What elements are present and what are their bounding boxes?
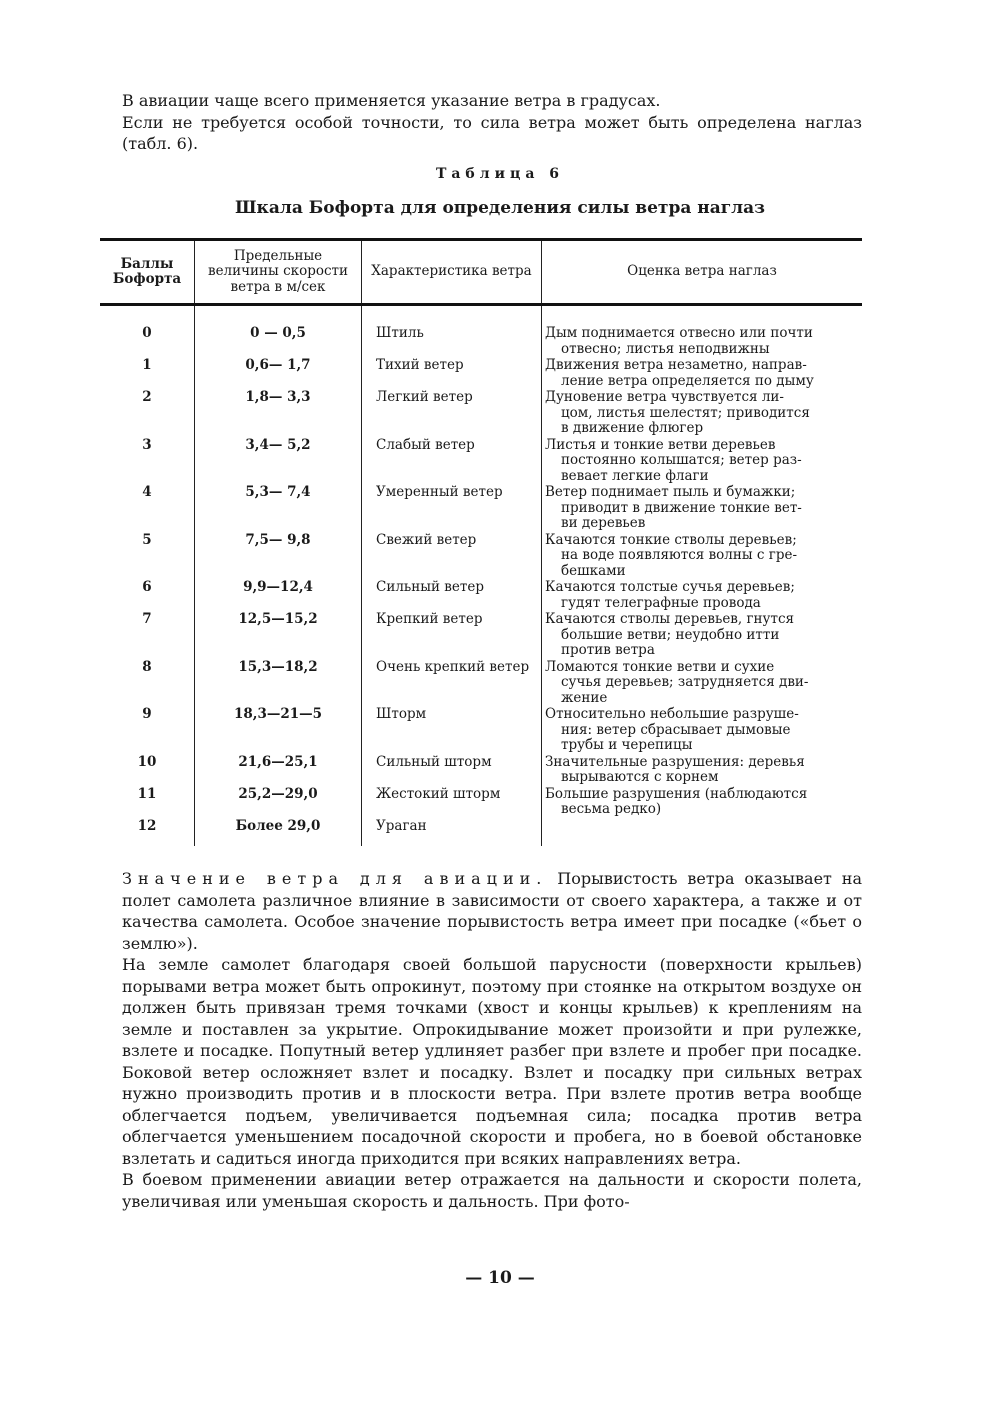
assessment-line: постоянно колышатся; ветер раз- <box>561 452 802 468</box>
assessment-line: гудят телеграфные провода <box>561 594 761 611</box>
wind-characteristic: Умеренный ветер <box>362 485 542 533</box>
table-row <box>100 580 862 612</box>
wind-assessment <box>542 580 863 612</box>
paragraph-1-text: Порывистость ветра оказывает на полет самолета различное влияние в зависимости от своего характера, а также и от качества самолета. Особое значение порывистость ветра имеет при посадке («бьет о землю»). <box>122 869 863 953</box>
beaufort-table <box>100 238 862 846</box>
wind-assessment <box>542 819 863 847</box>
beaufort-number: 0 <box>142 325 152 341</box>
assessment-line: большие ветви; неудобно итти <box>561 626 780 643</box>
assessment-line: ния: ветер сбрасывает дымовые <box>561 721 791 738</box>
wind-characteristic: Слабый ветер <box>362 438 542 486</box>
assessment-line: Дым поднимается отвесно или почти <box>545 325 813 341</box>
assessment-line: Ветер поднимает пыль и бумажки; <box>545 484 796 500</box>
header-speed: Предельные величины скорости ветра в м/сек <box>195 240 362 305</box>
beaufort-number: 11 <box>137 785 157 802</box>
wind-assessment <box>542 707 863 755</box>
speed-range: 21,6—25,1 <box>195 755 362 787</box>
wind-characteristic: Шторм <box>362 707 542 755</box>
header-beaufort: Баллы Бофорта <box>100 240 195 305</box>
speed-range: 9,9—12,4 <box>195 580 362 612</box>
beaufort-number: 2 <box>142 389 152 405</box>
beaufort-number: 1 <box>142 357 152 373</box>
beaufort-number: 4 <box>142 484 152 500</box>
assessment-line: отвесно; листья неподвижны <box>561 340 770 357</box>
assessment-line: вевает легкие флаги <box>561 467 709 484</box>
wind-assessment <box>542 787 863 819</box>
table-row <box>100 787 862 819</box>
assessment-line: Качаются тонкие стволы деревьев; <box>545 531 797 548</box>
assessment-line: цом, листья шелестят; приводится <box>561 404 810 421</box>
table-row <box>100 819 862 847</box>
paragraph-2: На земле самолет благодаря своей большой парусности (поверхности крыльев) порывами ветра может быть опрокинут, поэтому при стоянке на открытом воздухе он должен быть привязан тремя точками (хвост и концы крыльев) к креплениям на земле и поставлен за укрытие. Опрокидывание может произойти и при рулежке, взлете и посадке. Попутный ветер удлиняет разбег при взлете и пробег при посадке. Боковой ветер осложняет взлет и посадку. Взлет и посадку при сильных ветрах нужно производить против и в плоскости ветра. При взлете против ветра вообще облегчается подъем, увеличивается подъемная сила; посадка против ветра облегчается уменьшением посадочной скорости и пробега, но в боевой обстановке взлетать и садиться иногда приходится при всяких направлениях ветра. <box>122 955 862 1168</box>
wind-assessment <box>542 612 863 660</box>
assessment-line: сучья деревьев; затрудняется дви- <box>561 674 809 690</box>
header-assessment: Оценка ветра наглаз <box>542 240 863 305</box>
intro-line-2: Если не требуется особой точности, то сила ветра может быть определена наглаз (табл. 6). <box>122 112 862 153</box>
beaufort-number: 12 <box>137 817 157 834</box>
assessment-line: приводит в движение тонкие вет- <box>561 499 802 516</box>
wind-assessment <box>542 438 863 486</box>
assessment-line: ление ветра определяется по дыму <box>561 372 814 389</box>
speed-range: 3,4— 5,2 <box>195 438 362 486</box>
speed-range: 1,8— 3,3 <box>195 390 362 438</box>
speed-range: Более 29,0 <box>195 819 362 847</box>
beaufort-number: 6 <box>142 579 152 595</box>
assessment-line: Движения ветра незаметно, направ- <box>545 357 807 373</box>
table-row <box>100 755 862 787</box>
assessment-line: Значительные разрушения: деревья <box>545 753 805 770</box>
assessment-line: вырываются с корнем <box>561 769 719 785</box>
wind-characteristic: Сильный ветер <box>362 580 542 612</box>
intro-line-1: В авиации чаще всего применяется указание ветра в градусах. <box>122 91 661 110</box>
assessment-line: Дуновение ветра чувствуется ли- <box>545 389 784 405</box>
wind-characteristic: Ураган <box>362 819 542 847</box>
assessment-line: весьма редко) <box>561 801 662 817</box>
wind-assessment <box>542 660 863 708</box>
speed-range: 0,6— 1,7 <box>195 358 362 390</box>
wind-assessment <box>542 305 863 359</box>
table-row <box>100 390 862 438</box>
assessment-line: в движение флюгер <box>561 420 704 436</box>
assessment-line: жение <box>561 689 608 706</box>
beaufort-number: 5 <box>142 531 152 548</box>
wind-assessment <box>542 485 863 533</box>
speed-range: 15,3—18,2 <box>195 660 362 708</box>
wind-characteristic: Легкий ветер <box>362 390 542 438</box>
wind-characteristic: Жестокий шторм <box>362 787 542 819</box>
table-title: Шкала Бофорта для определения силы ветра наглаз <box>234 198 766 218</box>
wind-characteristic: Свежий ветер <box>362 533 542 581</box>
assessment-line: Относительно небольшие разруше- <box>545 706 799 722</box>
speed-range: 5,3— 7,4 <box>195 485 362 533</box>
table-header-row <box>100 240 862 305</box>
speed-range: 25,2—29,0 <box>195 787 362 819</box>
speed-range: 12,5—15,2 <box>195 612 362 660</box>
table-row <box>100 612 862 660</box>
assessment-line: Ломаются тонкие ветви и сухие <box>545 658 775 675</box>
assessment-line: на воде появляются волны с гре- <box>561 547 798 563</box>
table-row <box>100 707 862 755</box>
assessment-line: против ветра <box>561 642 655 658</box>
paragraph-3: В боевом применении авиации ветер отражается на дальности и скорости полета, увеличивая или уменьшая скорость и дальность. При фото- <box>122 1170 862 1211</box>
wind-characteristic: Штиль <box>362 305 542 359</box>
body-text <box>122 868 862 1212</box>
assessment-line: трубы и черепицы <box>561 737 693 753</box>
beaufort-number: 3 <box>142 436 152 453</box>
speed-range: 0 — 0,5 <box>195 305 362 359</box>
wind-assessment <box>542 390 863 438</box>
table-row <box>100 660 862 708</box>
wind-assessment <box>542 755 863 787</box>
beaufort-number: 8 <box>142 658 152 675</box>
table-row <box>100 358 862 390</box>
table-label: Таблица 6 <box>435 166 565 182</box>
assessment-line: Листья и тонкие ветви деревьев <box>545 436 776 453</box>
page-number: — 10 — <box>465 1268 535 1288</box>
wind-characteristic: Очень крепкий ветер <box>362 660 542 708</box>
wind-assessment <box>542 358 863 390</box>
wind-assessment <box>542 533 863 581</box>
table-row <box>100 305 862 359</box>
beaufort-number: 7 <box>142 611 152 627</box>
speed-range: 7,5— 9,8 <box>195 533 362 581</box>
assessment-line: Качаются стволы деревьев, гнутся <box>545 611 795 627</box>
assessment-line: бешками <box>561 562 626 579</box>
beaufort-number: 9 <box>142 706 152 722</box>
paragraph-heading: Значение ветра для авиации. <box>122 869 548 888</box>
assessment-line: ви деревьев <box>561 515 646 531</box>
wind-characteristic: Крепкий ветер <box>362 612 542 660</box>
speed-range: 18,3—21—5 <box>195 707 362 755</box>
paragraph-1 <box>122 868 862 954</box>
table-row <box>100 438 862 486</box>
intro-text <box>122 90 862 155</box>
beaufort-number: 10 <box>137 753 157 770</box>
header-characteristic: Характеристика ветра <box>362 240 542 305</box>
wind-characteristic: Тихий ветер <box>362 358 542 390</box>
table-row <box>100 485 862 533</box>
table-row <box>100 533 862 581</box>
wind-characteristic: Сильный шторм <box>362 755 542 787</box>
assessment-line: Качаются толстые сучья деревьев; <box>545 579 795 595</box>
assessment-line: Большие разрушения (наблюдаются <box>545 785 808 802</box>
